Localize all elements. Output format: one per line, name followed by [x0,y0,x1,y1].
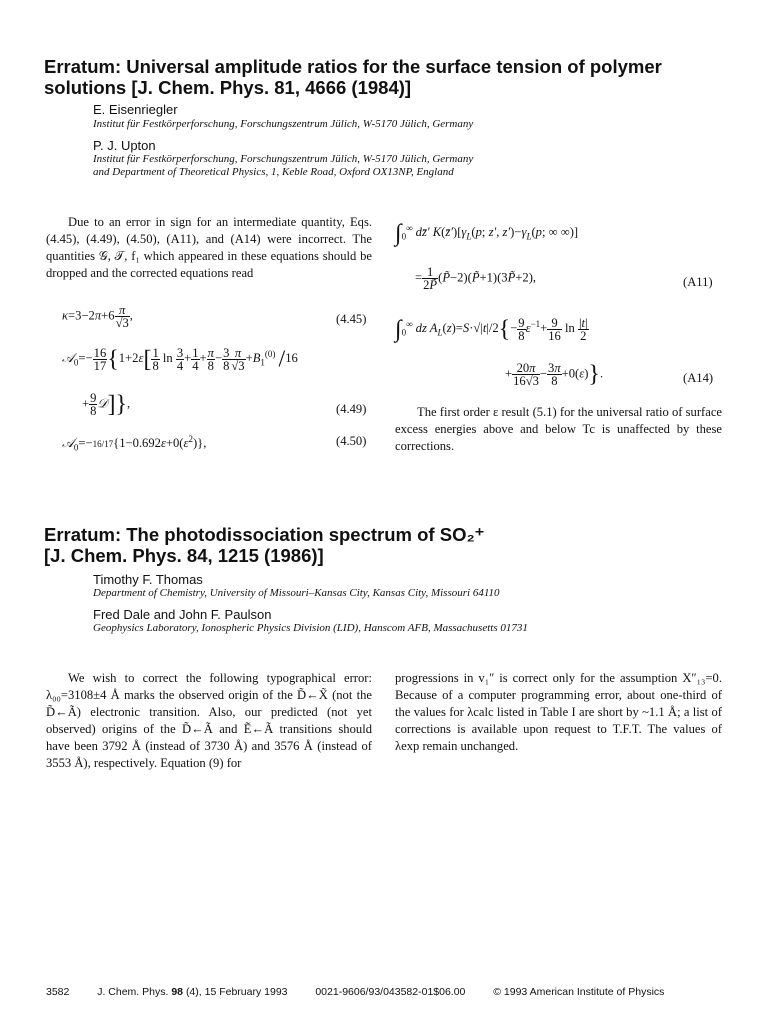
erratum1-author2: P. J. Upton [93,138,156,153]
erratum2-paragraph-right: progressions in v₁″ is correct only for the assumption X″₁₃=0. Because of a computer programming error, about one-third of the values for λcalc listed in Table I are short by ~1.1 Å; a list of corrections is available upon request to T.F.T. The values of λexp remain unchanged. [395,671,722,753]
equation-a14-continued: + $\frac{20\pi}{16√3}$ − $\frac{3\pi}{8}$ +0(ε)}. [505,361,604,388]
erratum2-title-line2: [J. Chem. Phys. 84, 1215 (1986)] [44,545,324,566]
erratum2-paragraph-left: We wish to correct the following typographical error: λ₀₀=3108±4 Å marks the observed origin of the D̃←X̃ (not the D̃←Ã) electronic transition. Also, our predicted (not yet observed) origins of the D̃←Ã and Ẽ←Ã transitions should have been 3792 Å (instead of 3730 Å) and 3576 Å (instead of 3553 Å), respectively. Equation (9) for [46,671,372,770]
erratum1-title-line1: Erratum: Universal amplitude ratios for the surface tension of polymer [44,56,662,77]
erratum1-title-line2: solutions [J. Chem. Phys. 81, 4666 (1984)] [44,77,412,98]
equation-4-50: $𝒜_0=-16/17\{1-0.692\varepsilon+0(\varepsilon^2)\}$, [62,434,207,453]
footer-page-number: 3582 [46,986,70,998]
footer-volume: 98 [171,986,184,998]
equation-4-45-label: (4.45) [336,312,367,326]
equation-a11: = $\frac{1}{2P̃}$ (P̃−2)(P̃+1)(3P̃+2), [415,265,537,292]
equation-a14-label: (A14) [683,371,714,385]
erratum1-author2-affiliation2: and Department of Theoretical Physics, 1, Keble Road, Oxford OX13NP, England [93,166,454,178]
equation-4-50-label: (4.50) [336,434,367,448]
erratum2-author1: Timothy F. Thomas [93,572,203,587]
footer-journal: J. Chem. Phys. [97,986,169,998]
equation-a14: $\int_0^\infty$ dz $A_L(z)=S\cdot√|t|/2\{-$ $\frac{9}{8}$ $\varepsilon^{-1}+$ $\frac{9}{16}$ ln $\frac{|t|}{2}$ [395,315,588,343]
equation-4-49-label: (4.49) [336,402,367,416]
equation-4-45: κ=3−2π+6 $\frac{\pi}{√3}$ , [62,303,133,330]
erratum1-paragraph2: The first order ε result (5.1) for the universal ratio of surface excess energies above and below Tc is unaffected by these corrections. [395,405,722,453]
erratum1-author1-affiliation: Institut für Festkörperforschung, Forschungszentrum Jülich, W-5170 Jülich, Germany [93,118,474,130]
erratum1-title [44,56,744,98]
erratum2-author2: Fred Dale and John F. Paulson [93,607,272,622]
erratum2-title [44,524,744,566]
erratum2-author2-affiliation: Geophysics Laboratory, Ionospheric Physics Division (LID), Hanscom AFB, Massachusetts 01731 [93,622,528,634]
footer-issue-date: (4), 15 February 1993 [185,986,288,998]
equation-4-49: 𝒜$_0$=− $\frac{16}{17}$ {1+2ε[ $\frac{1}{8}$ ln $\frac{3}{4}$ + $\frac{1}{4}$ + $\frac{\pi}{8}$ − $\frac{3}{8}$ $\frac{\pi}{√3}$ $+B_1^{(0)}$ /16 [62,345,298,373]
erratum2-title-line1: Erratum: The photodissociation spectrum of SO₂⁺ [44,524,485,545]
erratum1-author2-affiliation1: Institut für Festkörperforschung, Forschungszentrum Jülich, W-5170 Jülich, Germany [93,153,474,165]
footer [46,986,664,998]
footer-copyright: © 1993 American Institute of Physics [493,986,665,998]
equation-a11-label: (A11) [683,275,713,289]
footer-article-code: 0021-9606/93/043582-01$06.00 [315,986,466,998]
erratum1-paragraph1: Due to an error in sign for an intermediate quantity, Eqs. (4.45), (4.49), (4.50), (A11), and (A14) were incorrect. The quantities 𝒢, 𝒯, f₁ which appeared in these equations should be dropped and the corrected equations read [46,215,372,280]
erratum2-author1-affiliation: Department of Chemistry, University of Missouri–Kansas City, Kansas City, Missouri 64110 [93,587,500,599]
equation-4-49-continued: + $\frac{9}{8}$ 𝒟]}, [82,391,131,418]
erratum1-author1: E. Eisenriegler [93,102,178,117]
equation-a11-integral: $\int_0^\infty$ dz̄′ $K(z̄')[\gamma_L(p$; z′, $z')-\gamma_L(p$; ∞ ∞)] [395,220,579,247]
